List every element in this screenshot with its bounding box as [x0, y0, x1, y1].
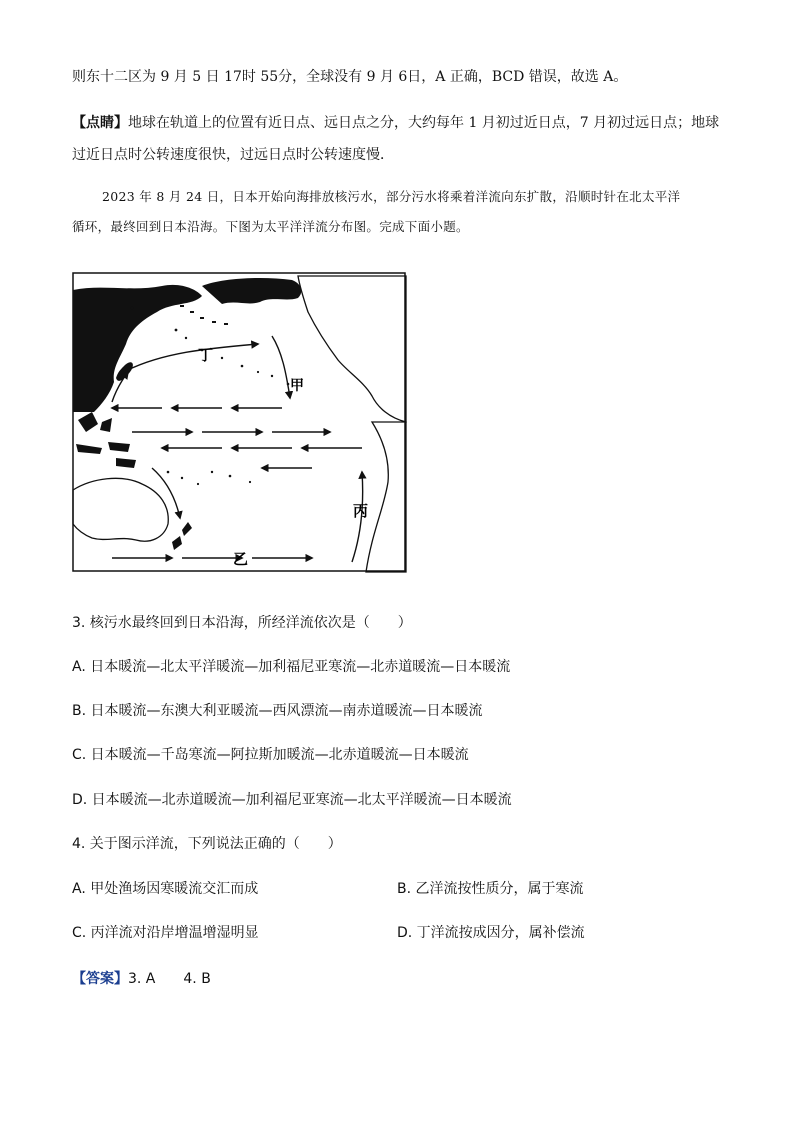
map-label-yi: 乙 [233, 550, 249, 568]
passage-line-2: 循环，最终回到日本沿海。下图为太平洋洋流分布图。完成下面小题。 [72, 219, 469, 234]
tip-text-1: 地球在轨道上的位置有近日点、远日点之分，大约每年 1 月初过近日点，7 月初过远日点；地球 [128, 115, 720, 131]
current-north-pacific [124, 344, 258, 372]
q4-option-c: C. 丙洋流对沿岸增温增湿明显 [72, 925, 259, 941]
pacific-islands [131, 307, 289, 485]
map-label-bing: 丙 [353, 502, 369, 520]
map-label-jia: 甲 [290, 378, 304, 394]
indonesia-islands [76, 412, 136, 468]
current-california [272, 336, 290, 398]
q3-option-c: C. 日本暖流—千岛寒流—阿拉斯加暖流—北赤道暖流—日本暖流 [72, 747, 469, 763]
passage-line-1: 2023 年 8 月 24 日，日本开始向海排放核污水，部分污水将乘着洋流向东扩散，沿顺时针在北太平洋 [102, 189, 681, 204]
answer-label: 【答案】 [72, 971, 128, 987]
q3-stem: 3. 核污水最终回到日本沿海，所经洋流依次是（ ） [72, 615, 412, 631]
new-zealand [172, 522, 192, 550]
q4-stem: 4. 关于图示洋流，下列说法正确的（ ） [72, 836, 342, 852]
asia-coast [73, 285, 202, 412]
aleutian-islands [180, 306, 228, 324]
q4-option-d: D. 丁洋流按成因分，属补偿流 [397, 925, 585, 941]
south-america [366, 422, 406, 572]
tip-line-2: 过近日点时公转速度很快，过远日点时公转速度慢． [72, 147, 394, 163]
q4-option-a: A. 甲处渔场因寒暖流交汇而成 [72, 881, 259, 897]
tip-line-1 [72, 112, 719, 132]
q3-option-b: B. 日本暖流—东澳大利亚暖流—西风漂流—南赤道暖流—日本暖流 [72, 703, 483, 719]
passage [72, 182, 722, 242]
answer-text: 3. A 4. B [128, 971, 211, 987]
answer-line [72, 968, 211, 988]
north-america [298, 276, 406, 422]
australia [73, 478, 168, 541]
q3-option-d: D. 日本暖流—北赤道暖流—加利福尼亚寒流—北太平洋暖流—日本暖流 [72, 792, 512, 808]
alaska [202, 278, 301, 304]
map-label-ding: 丁 [198, 346, 214, 364]
q4-option-b: B. 乙洋流按性质分，属于寒流 [397, 881, 584, 897]
q3-option-a: A. 日本暖流—北太平洋暖流—加利福尼亚寒流—北赤道暖流—日本暖流 [72, 659, 511, 675]
intro-line: 则东十二区为 9 月 5 日 17时 55分，全球没有 9 月 6日，A 正确，BCD 错误，故选 A。 [72, 69, 628, 85]
pacific-current-map [72, 272, 408, 574]
tip-label: 【点睛】 [72, 115, 128, 131]
current-arrows [112, 336, 363, 562]
